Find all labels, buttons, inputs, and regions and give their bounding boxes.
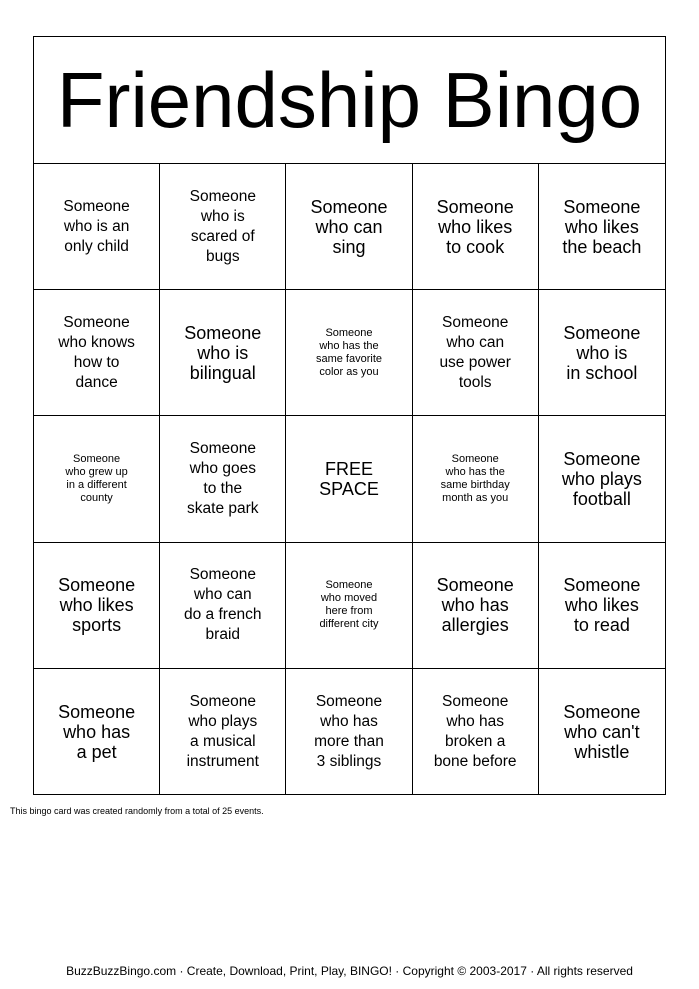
bingo-cell: Someone who likes sports — [34, 543, 160, 669]
bingo-cell: Someone who plays football — [539, 416, 665, 542]
bingo-cell: Someone who plays a musical instrument — [160, 669, 286, 795]
bingo-cell: Someone who goes to the skate park — [160, 416, 286, 542]
bingo-cell: Someone who is scared of bugs — [160, 164, 286, 290]
bingo-cell: Someone who has allergies — [413, 543, 539, 669]
bingo-cell: Someone who has more than 3 siblings — [286, 669, 412, 795]
card-title: Friendship Bingo — [34, 37, 665, 164]
bingo-cell: Someone who can use power tools — [413, 290, 539, 416]
bingo-cell: Someone who has broken a bone before — [413, 669, 539, 795]
bingo-cell: Someone who has the same birthday month as you — [413, 416, 539, 542]
bingo-cell: Someone who has the same favorite color as you — [286, 290, 412, 416]
generation-note: This bingo card was created randomly from a total of 25 events. — [10, 806, 264, 816]
bingo-cell: Someone who is bilingual — [160, 290, 286, 416]
bingo-cell: Someone who can do a french braid — [160, 543, 286, 669]
bingo-cell: Someone who knows how to dance — [34, 290, 160, 416]
bingo-cell: Someone who can sing — [286, 164, 412, 290]
bingo-cell: Someone who moved here from different city — [286, 543, 412, 669]
copyright-footer: BuzzBuzzBingo.com · Create, Download, Print, Play, BINGO! · Copyright © 2003-2017 · All rights reserved — [66, 964, 633, 978]
bingo-cell: Someone who is an only child — [34, 164, 160, 290]
bingo-grid — [34, 164, 665, 795]
free-space-cell: FREE SPACE — [286, 416, 412, 542]
bingo-cell: Someone who has a pet — [34, 669, 160, 795]
bingo-cell: Someone who grew up in a different county — [34, 416, 160, 542]
bingo-cell: Someone who likes the beach — [539, 164, 665, 290]
bingo-cell: Someone who likes to read — [539, 543, 665, 669]
bingo-cell: Someone who is in school — [539, 290, 665, 416]
bingo-cell: Someone who can't whistle — [563, 701, 641, 762]
bingo-card — [33, 36, 666, 795]
bingo-cell: Someone who likes to cook — [413, 164, 539, 290]
